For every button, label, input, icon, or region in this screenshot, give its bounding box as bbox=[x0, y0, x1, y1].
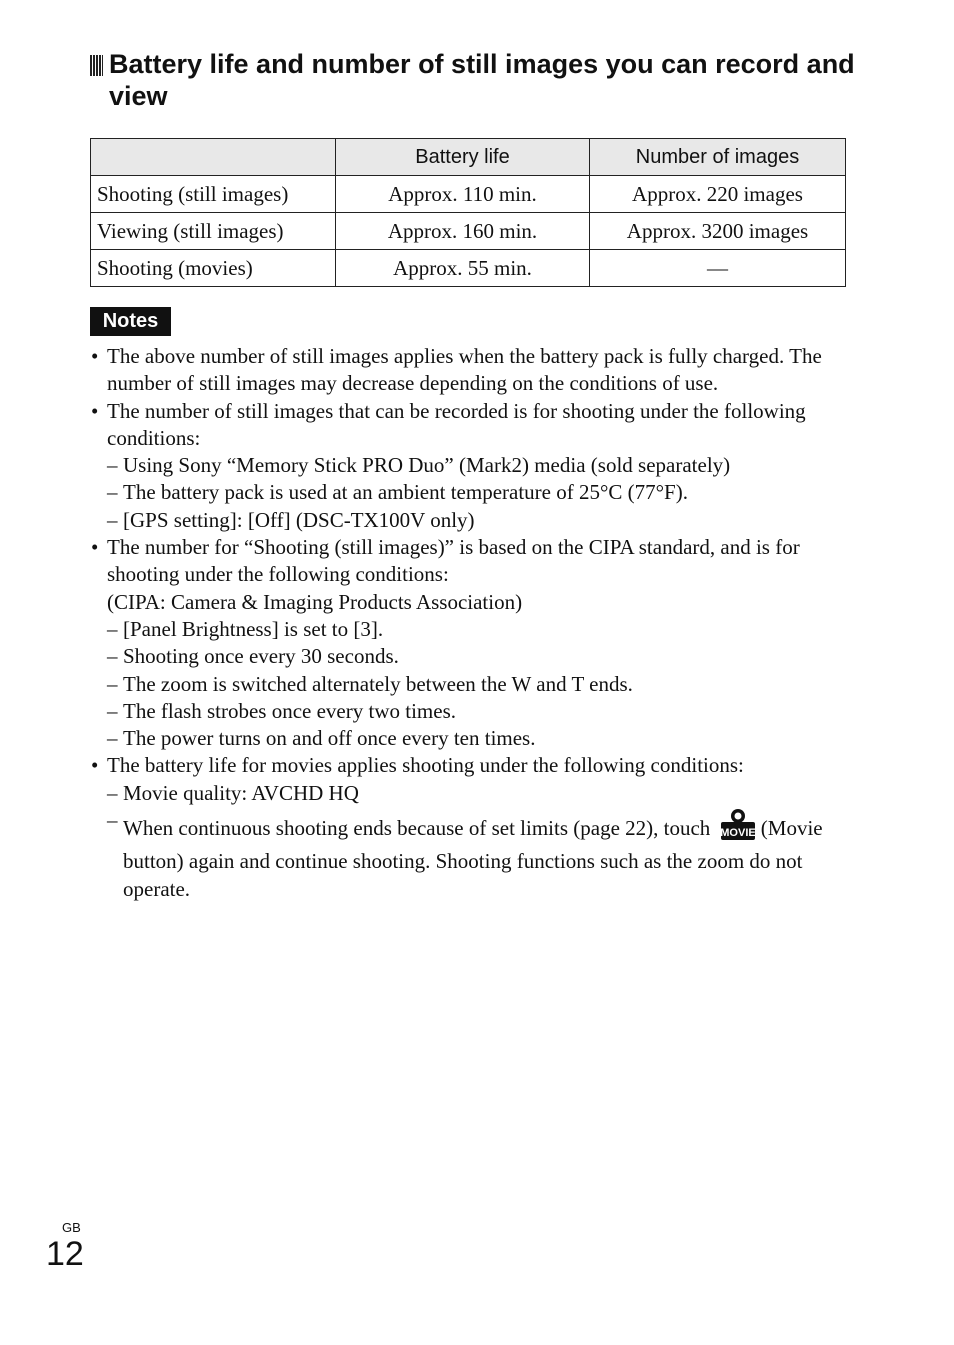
table-header-row bbox=[91, 139, 846, 176]
table-cell: Shooting (movies) bbox=[91, 250, 336, 287]
table-cell: — bbox=[590, 250, 846, 287]
table-row bbox=[91, 213, 846, 250]
note-subitem bbox=[107, 780, 850, 807]
note-item bbox=[90, 343, 850, 398]
note-item bbox=[90, 534, 850, 752]
page-number: 12 bbox=[46, 1235, 84, 1273]
note-subitem bbox=[107, 725, 850, 752]
dash-icon: – bbox=[107, 808, 118, 833]
note-text: The battery life for movies applies shooting under the following conditions: bbox=[107, 753, 744, 778]
heading-text: Battery life and number of still images you can record and view bbox=[109, 49, 855, 111]
table-cell: Approx. 55 min. bbox=[336, 250, 590, 287]
note-subitem bbox=[107, 671, 850, 698]
table-header-cell bbox=[91, 139, 336, 176]
note-subitem bbox=[107, 452, 850, 479]
table-header-cell: Number of images bbox=[590, 139, 846, 176]
table-cell: Approx. 160 min. bbox=[336, 213, 590, 250]
dash-icon: – bbox=[107, 698, 118, 723]
dash-icon: – bbox=[107, 726, 118, 751]
dash-icon: – bbox=[107, 453, 118, 478]
note-subitem bbox=[107, 479, 850, 506]
note-item bbox=[90, 752, 850, 902]
dash-icon: – bbox=[107, 671, 118, 696]
note-subitem bbox=[107, 507, 850, 534]
subitem-text: Movie quality: AVCHD HQ bbox=[123, 780, 359, 805]
note-subitem bbox=[107, 643, 850, 670]
bullet-icon: • bbox=[91, 535, 99, 560]
subitem-text: Using Sony “Memory Stick PRO Duo” (Mark2) media (sold separately) bbox=[123, 453, 731, 478]
note-item bbox=[90, 398, 850, 534]
dash-icon: – bbox=[107, 644, 118, 669]
movie-icon-label: MOVIE bbox=[719, 827, 756, 840]
notes-badge: Notes bbox=[90, 307, 171, 336]
dash-icon: – bbox=[107, 507, 118, 532]
notes-list bbox=[90, 343, 850, 903]
table-cell: Viewing (still images) bbox=[91, 213, 336, 250]
subitem-text: The zoom is switched alternately between the W and T ends. bbox=[123, 671, 633, 696]
subitem-text: The power turns on and off once every ten times. bbox=[123, 726, 536, 751]
subitem-text: When continuous shooting ends because of set limits (page 22), touch bbox=[123, 816, 711, 841]
subitem-text-continued: (Movie button) again and continue shooting. Shooting functions such as the zoom do not operate. bbox=[123, 816, 823, 901]
note-text: The above number of still images applies when the battery pack is fully charged. The number of still images may decrease depending on the conditions of use. bbox=[107, 344, 822, 396]
table-cell: Approx. 220 images bbox=[590, 176, 846, 213]
table-cell: Approx. 110 min. bbox=[336, 176, 590, 213]
subitem-text: [Panel Brightness] is set to [3]. bbox=[123, 616, 384, 641]
subitem-text: The battery pack is used at an ambient temperature of 25°C (77°F). bbox=[123, 480, 688, 505]
page-language-label: GB bbox=[62, 1220, 81, 1235]
movie-button-icon bbox=[720, 807, 756, 848]
note-text: The number of still images that can be recorded is for shooting under the following conditions: bbox=[107, 398, 806, 450]
subitem-text: Shooting once every 30 seconds. bbox=[123, 644, 399, 669]
note-extra-text: (CIPA: Camera & Imaging Products Association) bbox=[107, 589, 523, 614]
note-subitem bbox=[107, 698, 850, 725]
bullet-icon: • bbox=[91, 344, 99, 368]
note-text: The number for “Shooting (still images)” is based on the CIPA standard, and is for shooting under the following conditions: bbox=[107, 535, 800, 587]
subitem-text: [GPS setting]: [Off] (DSC-TX100V only) bbox=[123, 507, 475, 532]
battery-table bbox=[90, 138, 846, 287]
table-row bbox=[91, 250, 846, 287]
table-row bbox=[91, 176, 846, 213]
dash-icon: – bbox=[107, 616, 118, 641]
dash-icon: – bbox=[107, 480, 118, 505]
table-cell: Shooting (still images) bbox=[91, 176, 336, 213]
table-header-cell: Battery life bbox=[336, 139, 590, 176]
note-subitem bbox=[107, 616, 850, 643]
bullet-icon: • bbox=[91, 398, 99, 423]
section-heading bbox=[90, 48, 860, 112]
subitem-text: The flash strobes once every two times. bbox=[123, 698, 456, 723]
bullet-icon: • bbox=[91, 753, 99, 778]
dash-icon: – bbox=[107, 780, 118, 805]
table-cell: Approx. 3200 images bbox=[590, 213, 846, 250]
section-marker-icon bbox=[90, 55, 103, 76]
note-subitem bbox=[107, 807, 850, 903]
